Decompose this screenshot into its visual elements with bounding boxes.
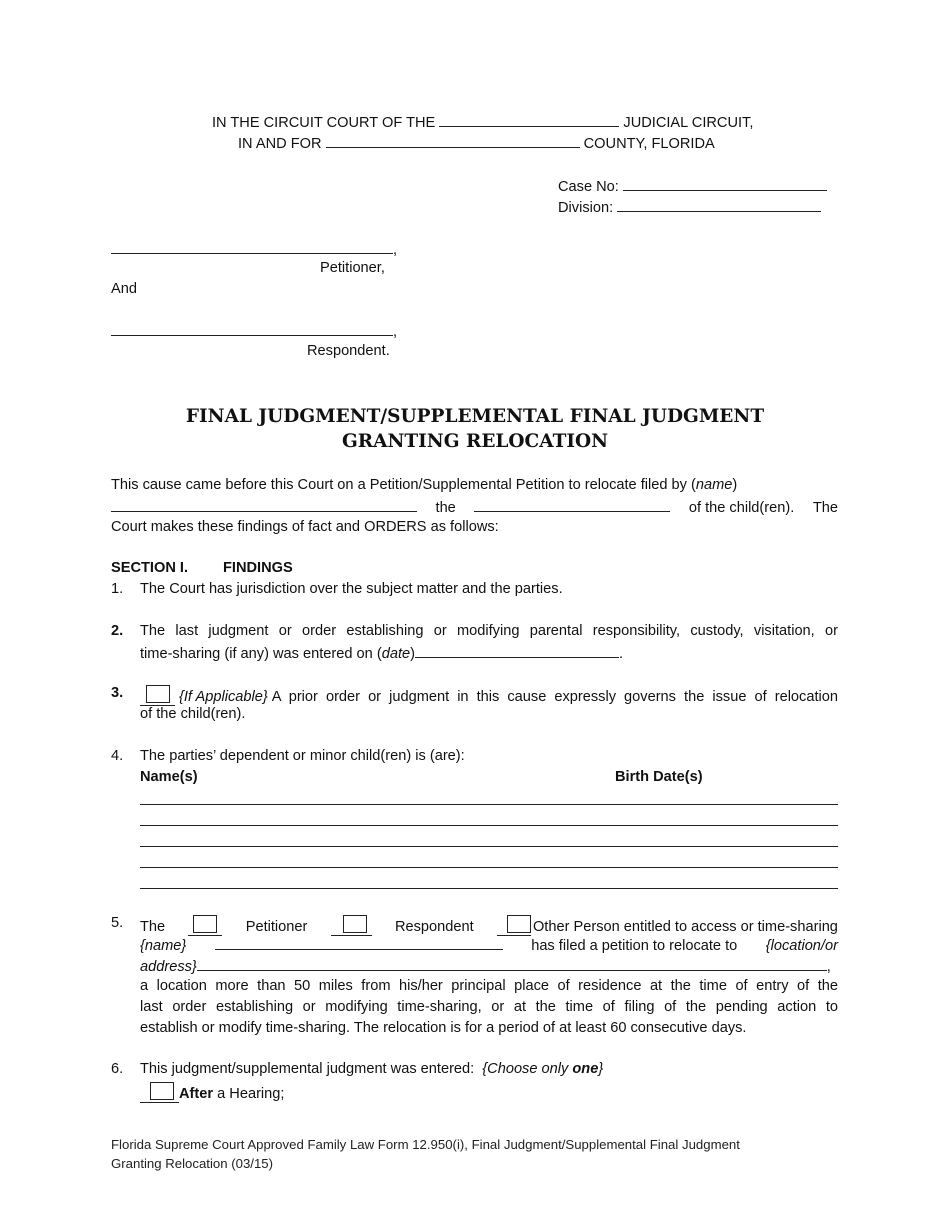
intro-relationship-blank[interactable] <box>474 498 670 512</box>
division-line <box>558 198 821 216</box>
item5-other: Other Person entitled to access or time-sharing <box>532 919 838 935</box>
item6-choose-a: {Choose only <box>482 1061 569 1077</box>
footer-line2: Granting Relocation (03/15) <box>111 1156 274 1171</box>
division-label: Division: <box>558 200 614 216</box>
circuit-suffix: JUDICIAL CIRCUIT, <box>623 115 754 131</box>
item6-text: This judgment/supplemental judgment was entered: <box>140 1061 475 1077</box>
relocation-address-blank[interactable] <box>197 957 827 971</box>
division-blank[interactable] <box>617 198 821 212</box>
item4-text: The parties’ dependent or minor child(ren) is (are): <box>140 748 465 764</box>
item6-number: 6. <box>111 1061 124 1077</box>
intro-line3: Court makes these findings of fact and ORDERS as follows: <box>111 519 499 535</box>
item6-after: After <box>179 1086 214 1102</box>
item3-applicable: {If Applicable} <box>179 689 268 705</box>
petitioner-label: Petitioner, <box>320 260 385 276</box>
child-row-5[interactable] <box>140 888 838 889</box>
item5-name-hint: {name} <box>140 938 187 954</box>
item5-comma: , <box>826 959 831 975</box>
item5-the: The <box>140 919 166 935</box>
item1-number: 1. <box>111 581 124 597</box>
item3-line1 <box>140 685 838 706</box>
section-heading: FINDINGS <box>223 560 293 576</box>
intro-the2: The <box>812 500 838 516</box>
intro-filer-blank[interactable] <box>111 498 417 512</box>
child-row-1[interactable] <box>140 804 838 805</box>
item2-line2 <box>140 644 623 662</box>
circuit-prefix: IN THE CIRCUIT COURT OF THE <box>212 115 436 131</box>
intro-text-a: This cause came before this Court on a Petition/Supplemental Petition to relocate filed by ( <box>111 477 696 493</box>
item5-number: 5. <box>111 915 124 931</box>
item3-text: A prior order or judgment in this cause expressly governs the issue of relocation <box>271 689 838 705</box>
intro-line1 <box>111 477 838 493</box>
case-no-label: Case No: <box>558 179 619 195</box>
case-no-line <box>558 177 827 195</box>
intro-the: the <box>435 500 456 516</box>
intro-name-hint: name <box>695 477 733 493</box>
item6-line1 <box>140 1061 603 1077</box>
respondent-name-blank[interactable] <box>111 322 393 336</box>
item2-text: time-sharing (if any) was entered on ( <box>140 646 382 662</box>
petitioner-name-line: , <box>111 240 397 258</box>
item5-location-hint: {location/or <box>765 938 838 954</box>
intro-text-b: ) <box>732 477 738 493</box>
item5-line4: a location more than 50 miles from his/her principal place of residence at the time of entry of the <box>140 978 838 994</box>
item5-filed: has filed a petition to relocate to <box>531 938 738 954</box>
item5-line1 <box>140 915 838 936</box>
item6-choose-b: } <box>598 1061 604 1077</box>
and-label: And <box>111 281 137 297</box>
respondent-name-line: , <box>111 322 397 340</box>
item5-line2 <box>140 936 838 954</box>
item3-number: 3. <box>111 685 124 701</box>
county-suffix: COUNTY, FLORIDA <box>583 136 715 152</box>
child-row-2[interactable] <box>140 825 838 826</box>
children-birthdates-header: Birth Date(s) <box>615 769 703 785</box>
respondent-label: Respondent. <box>307 343 390 359</box>
other-person-checkbox[interactable] <box>507 915 531 933</box>
item2-paren: ) <box>410 646 415 662</box>
judgment-date-blank[interactable] <box>415 644 619 658</box>
document-title-line2: GRANTING RELOCATION <box>341 431 609 452</box>
court-county-line <box>238 134 715 152</box>
item4-number: 4. <box>111 748 124 764</box>
section-label: SECTION I. <box>111 560 189 576</box>
item5-petitioner: Petitioner <box>245 919 308 935</box>
item5-respondent: Respondent <box>394 919 474 935</box>
item2-date-hint: date <box>381 646 411 662</box>
after-hearing-checkbox[interactable] <box>150 1082 174 1100</box>
intro-line2 <box>111 498 838 516</box>
item3-line2: of the child(ren). <box>140 706 246 722</box>
item1-text: The Court has jurisdiction over the subject matter and the parties. <box>140 581 563 597</box>
respondent-checkbox[interactable] <box>343 915 367 933</box>
county-blank[interactable] <box>326 134 580 148</box>
item2-number: 2. <box>111 623 124 639</box>
child-row-4[interactable] <box>140 867 838 868</box>
child-row-3[interactable] <box>140 846 838 847</box>
item5-line6: establish or modify time-sharing. The relocation is for a period of at least 60 consecutive days. <box>140 1020 747 1036</box>
item5-line3 <box>140 957 831 975</box>
petitioner-checkbox[interactable] <box>193 915 217 933</box>
item6-choose-one: one <box>572 1061 599 1077</box>
footer-line1: Florida Supreme Court Approved Family Law Form 12.950(i), Final Judgment/Supplemental Final Judgment <box>111 1137 740 1152</box>
item2-period: . <box>619 646 624 662</box>
document-title-line1: FINAL JUDGMENT/SUPPLEMENTAL FINAL JUDGMENT <box>185 406 765 427</box>
circuit-blank[interactable] <box>439 113 619 127</box>
item2-line1: The last judgment or order establishing or modifying parental responsibility, custody, visitation, or <box>140 623 838 639</box>
petitioner-name-blank[interactable] <box>111 240 393 254</box>
prior-order-checkbox[interactable] <box>146 685 170 703</box>
item6-hearing: a Hearing; <box>217 1086 285 1102</box>
county-prefix: IN AND FOR <box>238 136 322 152</box>
item5-address-hint: address} <box>140 959 197 975</box>
item6-option-after <box>140 1082 284 1103</box>
court-circuit-line <box>212 113 753 131</box>
children-names-header: Name(s) <box>140 769 198 785</box>
case-no-blank[interactable] <box>623 177 827 191</box>
intro-child: of the child(ren). <box>688 500 795 516</box>
item5-line5: last order establishing or modifying time-sharing, or at the time of filing of the pending action to <box>140 999 838 1015</box>
relocating-person-blank[interactable] <box>215 936 503 950</box>
